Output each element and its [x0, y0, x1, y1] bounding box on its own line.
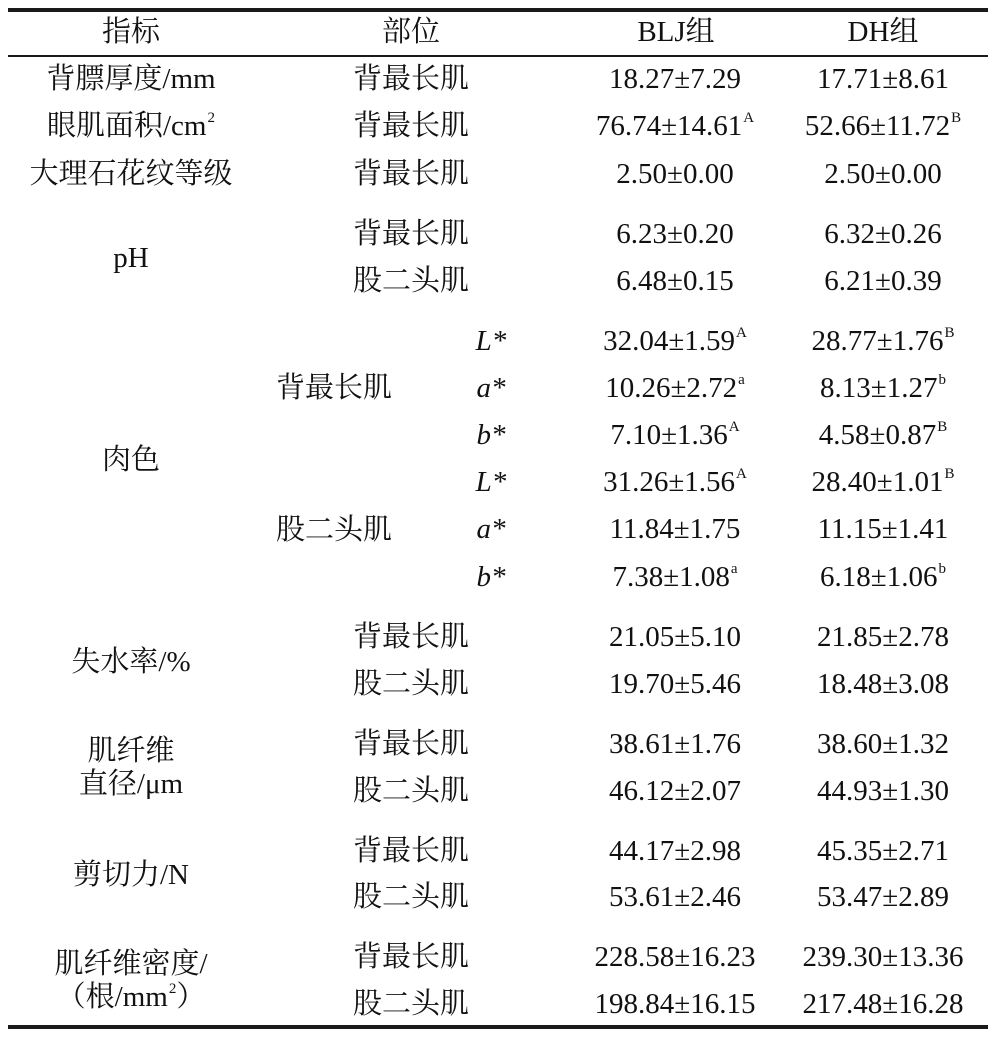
site-label: 背最长肌 [352, 63, 470, 95]
site-label: 背最长肌 [352, 835, 470, 867]
site-label: 股二头肌 [352, 265, 470, 297]
dh-value: 6.32±0.26 [824, 218, 942, 250]
dh-value: $52.66\pm 11.72^B$ [804, 109, 962, 142]
dh-value: 11.15±1.41 [817, 513, 949, 545]
color-param: b* [476, 419, 506, 451]
site-label: 股二头肌 [352, 988, 470, 1020]
indicator-label: 肉色 [101, 444, 161, 476]
dh-value: 38.60±1.32 [817, 728, 949, 760]
indicator-label: 眼肌面积$/cm^2$ [47, 109, 215, 142]
dh-value: $28.77\pm 1.76^B$ [811, 324, 955, 357]
header-site: 部位 [381, 16, 441, 48]
blj-value: 10.26±2.72$^a$ [605, 371, 745, 404]
dh-value: 239.30±13.36 [802, 941, 964, 973]
color-param: a* [476, 372, 506, 404]
blj-value: 46.12±2.07 [609, 775, 741, 807]
dh-value: 18.48±3.08 [817, 668, 949, 700]
dh-value: 6.18±1.06$^b$ [820, 560, 946, 593]
indicator-label: 背膘厚度/mm [46, 63, 216, 95]
header-dh: DH组 [847, 16, 919, 48]
blj-value: 19.70±5.46 [609, 668, 741, 700]
color-param: L* [475, 466, 507, 498]
site-label: 股二头肌 [275, 514, 393, 546]
indicator-label: （根$/mm^2$） [56, 980, 206, 1013]
site-label: 背最长肌 [352, 621, 470, 653]
blj-value: 7.38±1.08$^a$ [612, 560, 738, 593]
color-param: a* [476, 513, 506, 545]
dh-value: 45.35±2.71 [817, 835, 949, 867]
dh-value: 2.50±0.00 [824, 158, 942, 190]
color-param: L* [475, 325, 507, 357]
header-indicator: 指标 [101, 16, 161, 48]
blj-value: 18.27±7.29 [609, 63, 741, 95]
blj-value: 38.61±1.76 [609, 728, 741, 760]
dh-value: $28.40\pm 1.01^B$ [811, 465, 955, 498]
indicator-label: 肌纤维密度/ [54, 948, 208, 980]
dh-value: $4.58\pm 0.87^B$ [818, 418, 948, 451]
site-label: 背最长肌 [352, 218, 470, 250]
blj-value: $31.26\pm 1.56^A$ [603, 465, 747, 498]
blj-value: $32.04\pm 1.59^A$ [603, 324, 747, 357]
blj-value: 21.05±5.10 [609, 621, 741, 653]
header-blj: BLJ组 [637, 16, 715, 48]
site-label: 股二头肌 [352, 668, 470, 700]
indicator-label: 直径/μm [78, 768, 184, 800]
blj-value: 11.84±1.75 [609, 513, 741, 545]
blj-value: 228.58±16.23 [594, 941, 756, 973]
blj-value: 6.23±0.20 [616, 218, 734, 250]
site-label: 背最长肌 [275, 372, 393, 404]
blj-value: $7.10\pm 1.36^A$ [610, 418, 740, 451]
site-label: 背最长肌 [352, 110, 470, 142]
dh-value: 17.71±8.61 [817, 63, 949, 95]
indicator-label: 失水率/% [71, 646, 191, 678]
dh-value: 6.21±0.39 [824, 265, 942, 297]
blj-value: 198.84±16.15 [594, 988, 756, 1020]
site-label: 股二头肌 [352, 881, 470, 913]
dh-value: 44.93±1.30 [817, 775, 949, 807]
dh-value: 217.48±16.28 [802, 988, 964, 1020]
color-param: b* [476, 561, 506, 593]
indicator-label: 肌纤维 [87, 735, 175, 767]
site-label: 背最长肌 [352, 941, 470, 973]
dh-value: 8.13±1.27$^b$ [820, 371, 946, 404]
dh-value: 21.85±2.78 [817, 621, 949, 653]
header-rule [8, 55, 988, 57]
blj-value: 53.61±2.46 [609, 881, 741, 913]
bottom-rule [8, 1025, 988, 1029]
site-label: 背最长肌 [352, 728, 470, 760]
site-label: 背最长肌 [352, 158, 470, 190]
blj-value: 2.50±0.00 [616, 158, 734, 190]
blj-value: 44.17±2.98 [609, 835, 741, 867]
blj-value: $76.74\pm 14.61^A$ [595, 109, 755, 142]
blj-value: 6.48±0.15 [616, 265, 734, 297]
site-label: 股二头肌 [352, 775, 470, 807]
dh-value: 53.47±2.89 [817, 881, 949, 913]
indicator-label: 剪切力/N [72, 859, 190, 891]
indicator-label: 大理石花纹等级 [29, 158, 233, 190]
indicator-label: pH [113, 242, 149, 274]
